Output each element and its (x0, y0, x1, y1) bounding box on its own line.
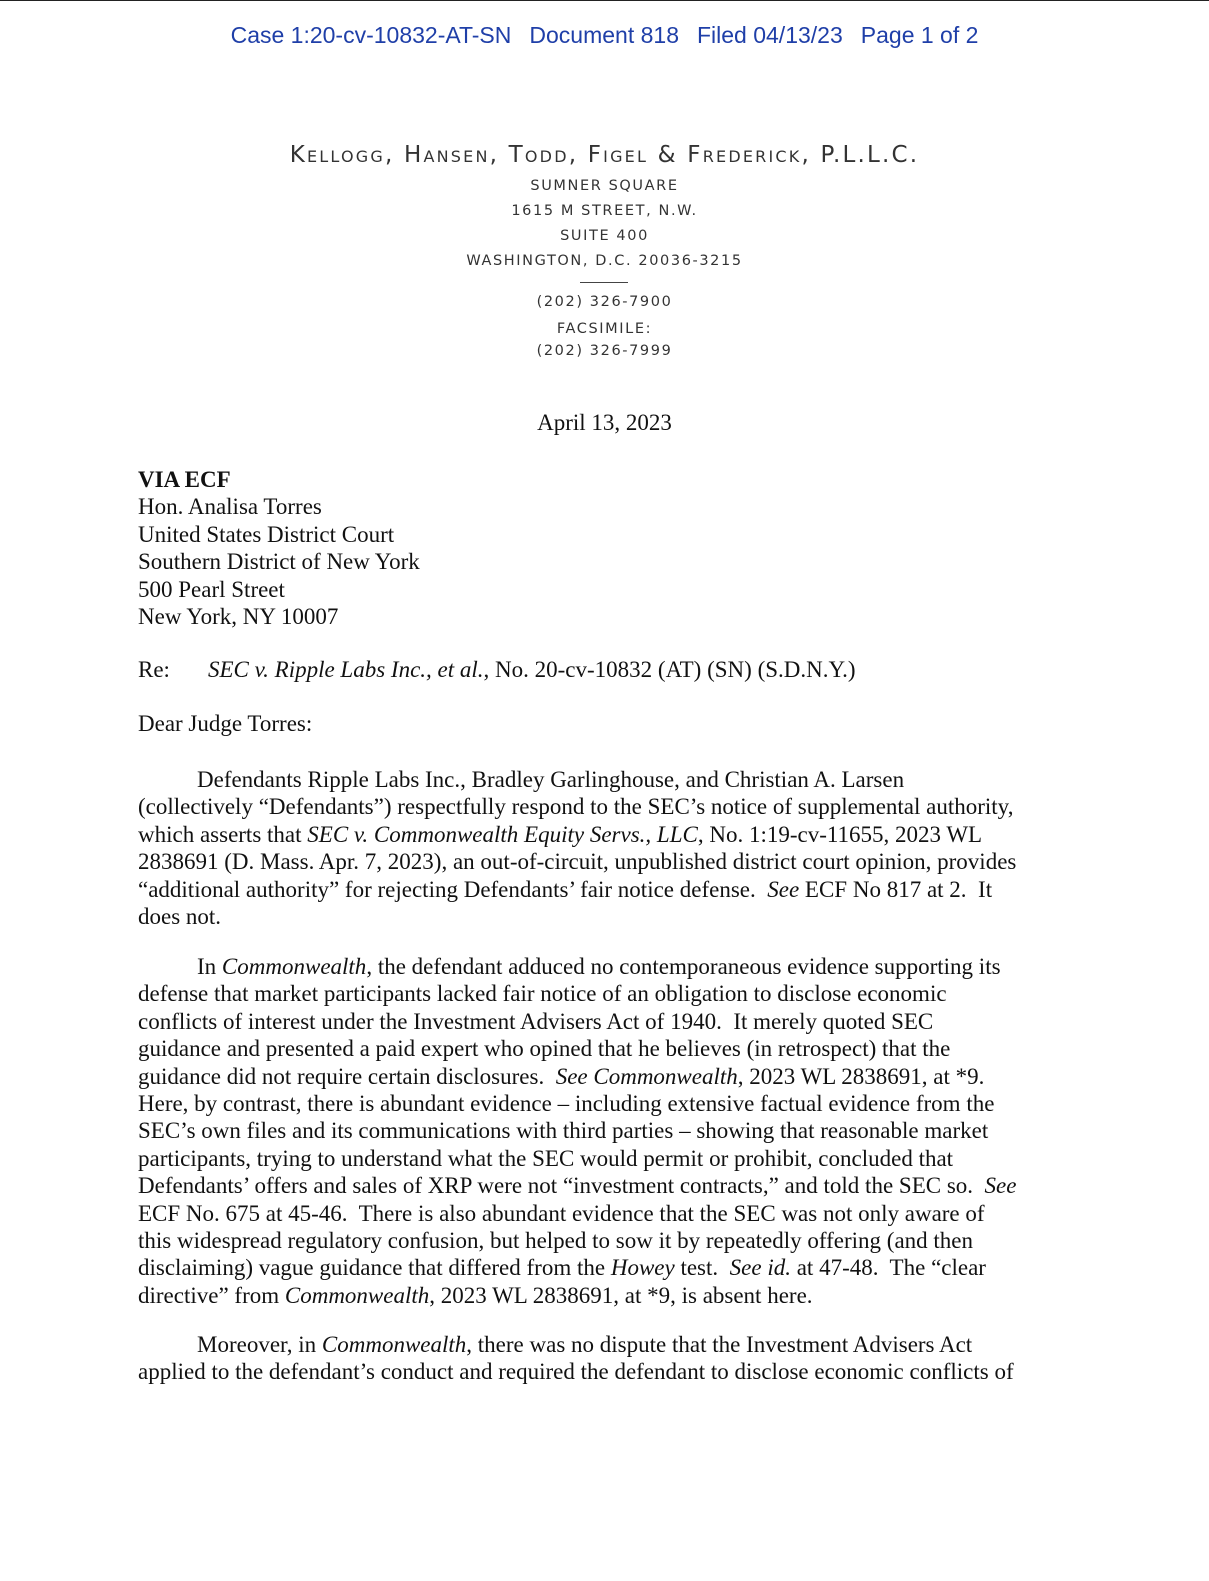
text-line: this widespread regulatory confusion, but helped to sow it by repeatedly offering (and then (138, 1228, 974, 1254)
firm-name: Kellogg, Hansen, Todd, Figel & Frederick, P.L.L.C. (289, 142, 920, 168)
text-run: , 2023 WL 2838691, at *9, is absent here. (429, 1282, 813, 1308)
text-run: , No. 1:19-cv-11655, 2023 WL (697, 821, 983, 847)
citation-italic: Commonwealth (284, 1282, 430, 1308)
filed-date: Filed 04/13/23 (696, 22, 843, 48)
address-line-4: WASHINGTON, D.C. 20036-3215 (466, 253, 743, 269)
text-run: “additional authority” for rejecting Defendants’ fair notice defense. (138, 876, 768, 902)
citation-italic: SEC v. Commonwealth Equity Servs., LLC (307, 821, 698, 847)
text-run: ECF No 817 at 2. It (799, 876, 993, 902)
text-line (138, 1331, 1068, 1358)
citation-italic: See Commonwealth (555, 1063, 738, 1089)
text-line (138, 953, 1068, 980)
re-case-name: SEC v. Ripple Labs Inc., et al. (208, 657, 484, 682)
text-line: Defendants Ripple Labs Inc., Bradley Garlinghouse, and Christian A. Larsen (197, 767, 905, 792)
text-line: SEC’s own files and its communications with third parties – showing that reasonable market (138, 1118, 989, 1144)
citation-italic: Howey (610, 1255, 675, 1281)
text-line: ECF No. 675 at 45-46. There is also abundant evidence that the SEC was not only aware of (138, 1200, 985, 1226)
text-run: guidance did not require certain disclosures. (138, 1063, 556, 1089)
text-line: 2838691 (D. Mass. Apr. 7, 2023), an out-of-circuit, unpublished district court opinion, provides (138, 849, 1017, 875)
re-line (138, 657, 856, 683)
text-line (138, 876, 1068, 903)
text-line: participants, trying to understand what the SEC would permit or prohibit, concluded that (138, 1145, 954, 1171)
text-line: conflicts of interest under the Investment Advisers Act of 1940. It merely quoted SEC (138, 1008, 934, 1034)
text-line: applied to the defendant’s conduct and required the defendant to disclose economic conflicts of (138, 1359, 1014, 1385)
recipient-line: Southern District of New York (138, 549, 420, 575)
text-line: defense that market participants lacked fair notice of an obligation to disclose economic (138, 981, 947, 1007)
paragraph-1 (138, 766, 1068, 930)
text-line (138, 1063, 1068, 1090)
citation-italic: Commonwealth (321, 1332, 467, 1357)
text-line: guidance and presented a paid expert who opined that he believes (in retrospect) that the (138, 1036, 951, 1062)
page-indicator: Page 1 of 2 (860, 22, 979, 48)
text-run: , 2023 WL 2838691, at *9. (737, 1063, 985, 1089)
text-run: which asserts that (138, 821, 308, 847)
citation-italic: See (984, 1173, 1017, 1199)
text-line: does not. (138, 904, 222, 930)
text-run: at 47-48. The “clear (790, 1255, 986, 1281)
text-line (138, 821, 1068, 848)
recipient-line: 500 Pearl Street (138, 576, 285, 602)
recipient-block (138, 466, 420, 630)
text-line: (collectively “Defendants”) respectfully respond to the SEC’s notice of supplemental authority, (138, 794, 1014, 820)
letter-date: April 13, 2023 (537, 410, 672, 435)
fax-label: FACSIMILE: (556, 321, 653, 337)
citation-italic: See (767, 876, 800, 902)
text-run: disclaiming) vague guidance that differed from the (138, 1255, 611, 1281)
address-line-3: SUITE 400 (560, 228, 649, 244)
phone-number: (202) 326-7900 (536, 294, 673, 310)
text-run: , the defendant adduced no contemporaneous evidence supporting its (366, 954, 1001, 979)
paragraph-3 (138, 1331, 1068, 1386)
address-line-2: 1615 M STREET, N.W. (511, 203, 698, 219)
recipient-line: Hon. Analisa Torres (138, 494, 322, 520)
text-line (138, 1172, 1068, 1199)
text-run: , there was no dispute that the Investment Advisers Act (466, 1332, 973, 1357)
citation-italic: See id. (729, 1255, 791, 1281)
re-case-number: , No. 20-cv-10832 (AT) (SN) (S.D.N.Y.) (483, 657, 856, 682)
document-number: Document 818 (529, 22, 679, 48)
salutation: Dear Judge Torres: (138, 711, 313, 736)
text-run: In (197, 954, 222, 979)
address-line-1: SUMNER SQUARE (530, 178, 679, 194)
ecf-filing-header (0, 22, 1209, 49)
text-run: test. (674, 1255, 730, 1281)
letterhead-divider (580, 282, 628, 283)
text-run: directive” from (138, 1282, 285, 1308)
text-line: Here, by contrast, there is abundant evidence – including extensive factual evidence from the (138, 1091, 995, 1117)
recipient-line: New York, NY 10007 (138, 604, 339, 630)
case-number: Case 1:20-cv-10832-AT-SN (230, 22, 512, 48)
delivery-method: VIA ECF (138, 467, 231, 492)
text-run: Moreover, in (197, 1332, 322, 1357)
re-label: Re: (138, 657, 170, 682)
citation-italic: Commonwealth (221, 954, 367, 979)
paragraph-2 (138, 953, 1068, 1309)
text-line (138, 1282, 1068, 1309)
page-top-border (0, 0, 1209, 1)
text-run: Defendants’ offers and sales of XRP were not “investment contracts,” and told the SEC so. (138, 1173, 985, 1199)
recipient-line: United States District Court (138, 521, 395, 547)
text-line (138, 1254, 1068, 1281)
fax-number: (202) 326-7999 (536, 343, 673, 359)
